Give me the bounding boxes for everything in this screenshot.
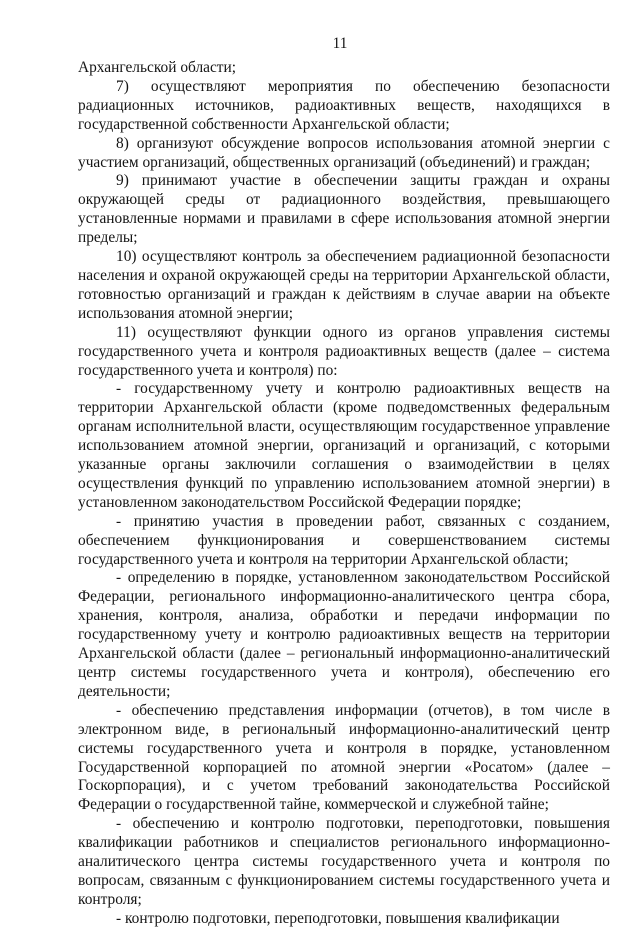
paragraph-item-10: 10) осуществляют контроль за обеспечением радиационной безопасности населения и охраной окружающей среды на территории Архангельской области, готовностью организаций и граждан к действиям в случае аварии на объекте использования атомной энергии; — [78, 248, 610, 322]
document-body — [78, 59, 610, 929]
paragraph-continuation: Архангельской области; — [78, 59, 237, 76]
paragraph-item-7: 7) осуществляют мероприятия по обеспечению безопасности радиационных источников, радиоактивных веществ, находящихся в государственной собственности Архангельской области; — [78, 77, 610, 133]
paragraph-subitem-training: - обеспечению и контролю подготовки, переподготовки, повышения квалификации работников и специалистов регионального информационно-аналитического центра системы государственного учета и контроля по вопросам, связанным с функционированием системы государственного учета и контроля; — [78, 815, 610, 908]
paragraph-item-9: 9) принимают участие в обеспечении защиты граждан и охраны окружающей среды от радиационного воздействия, превышающего установленные нормами и правилами в сфере использования атомной энергии пределы; — [78, 172, 610, 247]
paragraph-subitem-training-control: - контролю подготовки, переподготовки, повышения квалификации — [116, 909, 560, 927]
page-number: 11 — [332, 35, 348, 52]
paragraph-subitem-participation: - принятию участия в проведении работ, связанных с созданием, обеспечением функционирования и совершенствованием системы государственного учета и контроля на территории Архангельской области; — [78, 512, 610, 568]
paragraph-subitem-center-definition: - определению в порядке, установленном законодательством Российской Федерации, регионального информационно-аналитического центра сбора, хранения, контроля, анализа, обработки и передачи информации по государственному учету и контролю радиоактивных веществ на территории Архангельской области (далее – региональный информационно-аналитический центр системы государственного учета и контроля), обеспечению его деятельности; — [78, 569, 610, 700]
paragraph-item-8: 8) организуют обсуждение вопросов использования атомной энергии с участием организаций, общественных организаций (объединений) и граждан; — [78, 134, 610, 171]
paragraph-subitem-reporting: - обеспечению представления информации (отчетов), в том числе в электронном виде, в региональный информационно-аналитический центр системы государственного учета и контроля в порядке, установленном Государственной корпорацией по атомной энергии «Росатом» (далее – Госкорпорация), и с учетом требований законодательства Российской Федерации о государственной тайне, коммерческой и служебной тайне; — [78, 701, 610, 814]
paragraph-subitem-accounting: - государственному учету и контролю радиоактивных веществ на территории Архангельской области (кроме подведомственных федеральным органам исполнительной власти, осуществляющим государственное управление использованием атомной энергии, организаций и организаций, с которыми указанные органы заключили соглашения о взаимодействии в целях осуществления функций по управлению использованием атомной энергии) в установленном законодательством Российской Федерации порядке; — [78, 380, 610, 511]
paragraph-item-11: 11) осуществляют функции одного из органов управления системы государственного учета и контроля радиоактивных веществ (далее – система государственного учета и контроля) по: — [78, 323, 610, 379]
